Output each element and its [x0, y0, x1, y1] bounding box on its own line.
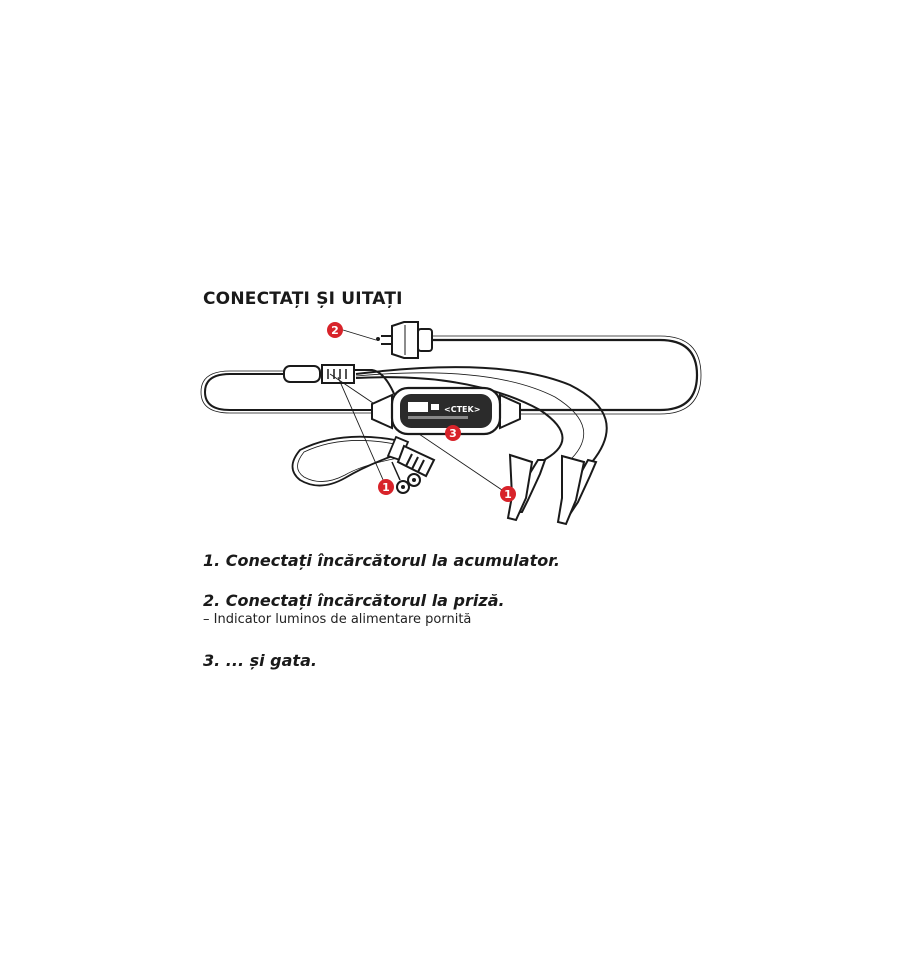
step-2-note: – Indicator luminos de alimentare pornită — [203, 612, 472, 627]
svg-text:1: 1 — [504, 488, 512, 501]
power-plug-icon — [376, 322, 432, 358]
step-2-text: 2. Conectați încărcătorul la priză. — [203, 591, 505, 610]
svg-text:3: 3 — [449, 427, 457, 440]
step-3-text: 3. ... și gata. — [203, 651, 317, 670]
ring-terminal-icon — [388, 437, 434, 493]
battery-clamp-icon — [508, 455, 596, 524]
callout-plug — [327, 322, 343, 338]
callout-charger — [445, 425, 461, 441]
charger-unit-icon — [372, 388, 520, 434]
step-1-text: 1. Conectați încărcătorul la acumulator. — [203, 551, 560, 570]
diagram-title: CONECTAȚI ȘI UITAȚI — [203, 289, 403, 309]
callout-clamps — [500, 486, 516, 502]
charger-brand-label: <CTEK> — [444, 405, 481, 414]
callout-ring-terminals — [378, 479, 394, 495]
svg-text:2: 2 — [331, 324, 339, 337]
svg-text:1: 1 — [382, 481, 390, 494]
